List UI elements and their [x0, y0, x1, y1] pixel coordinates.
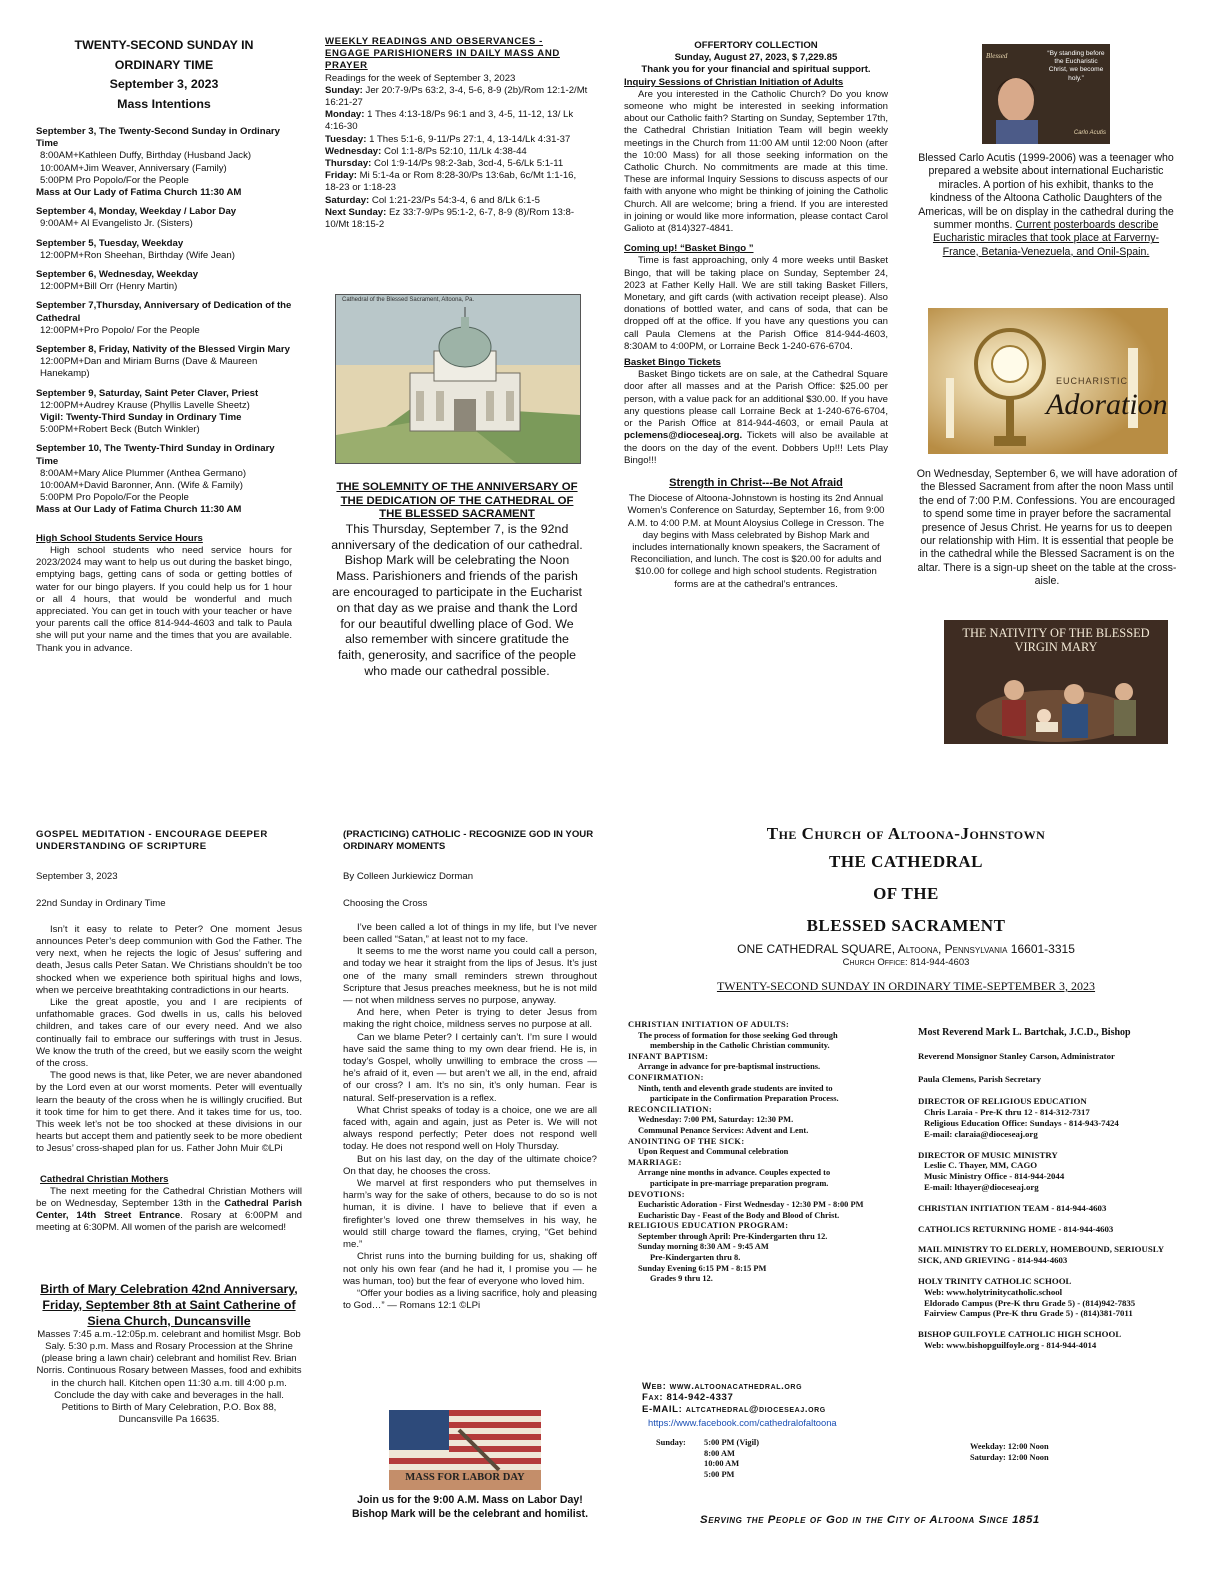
staff-detail: Leslie C. Thayer, MM, CAGO	[924, 1160, 1038, 1171]
sacrament-heading: ANOINTING OF THE SICK:	[628, 1136, 745, 1146]
footer-tagline: Serving the People of God in the City of Altoona Since 1851	[700, 1514, 1040, 1526]
sacrament-detail: Arrange nine months in advance. Couples expected to	[638, 1168, 831, 1178]
birth-heading: Birth of Mary Celebration 42nd Anniversary, Friday, September 8th at Saint Catherine of Siena Church, Duncansville	[40, 1281, 298, 1328]
contact-fax: Fax: 814-942-4337	[642, 1392, 734, 1404]
readings-section	[325, 36, 589, 231]
sacrament-detail: September through April: Pre-Kindergarten thru 12.	[638, 1231, 828, 1241]
staff-entry	[918, 1224, 1182, 1235]
staff-detail: Web: www.holytrinitycatholic.school	[924, 1286, 1063, 1297]
gospel-date: September 3, 2023	[36, 871, 118, 883]
postcard-caption: Cathedral of the Blessed Sacrament, Altoona, Pa.	[342, 297, 475, 303]
sacrament-heading: DEVOTIONS:	[628, 1189, 685, 1199]
solemnity-body: This Thursday, September 7, is the 92nd anniversary of the dedication of our cathedral. Bishop Mark will be celebrating the Noon Mass. Parishioners and friends of the parish are encouraged to participate in the Eucharist on that day as we praise and thank the Lord for our beautiful dwelling place of God. We also remember with sincere gratitude the faith, generosity, and sacrifice of the people who made our cathedral possible.	[331, 521, 583, 678]
sacrament-detail: Sunday morning 8:30 AM - 9:45 AM	[638, 1242, 769, 1252]
sacrament-detail: Wednesday: 7:00 PM, Saturday: 12:30 PM.	[638, 1115, 794, 1125]
sacrament-detail: participate in pre-marriage preparation program.	[650, 1178, 829, 1188]
masthead-line1: The Church of Altoona-Johnstown	[766, 824, 1046, 843]
mass-title	[36, 36, 292, 114]
strength-section	[624, 477, 888, 591]
bingo-heading: Coming up! “Basket Bingo ”	[624, 243, 754, 255]
mass-day	[36, 344, 292, 381]
bingo-body: Time is fast approaching, only 4 more weeks until Basket Bingo, that will be taking place on Sunday, September 24, 2023 at Father Kelly Hall. We are still taking Basket Fillers, Monetary, and gift cards (with activation receipt please). Also donations of bottled water, and cans of soda, that can be dropped off at the office. If you have any questions you can call Paula Clemens at the Parish Office 814-944-4603, 8:30AM to 4:00PM, or Lorraine Beck 1-240-676-6704.	[624, 255, 888, 352]
reading-text: Mi 5:1-4a or Rom 8:28-30/Ps 13:6ab, 6c/Mt 1:1-16, 18-23 or 1:18-23	[325, 170, 577, 194]
hs-service-heading: High School Students Service Hours	[36, 532, 203, 544]
readings-list	[325, 85, 589, 231]
sunday-label: Sunday:	[656, 1438, 686, 1447]
offertory-collection	[624, 40, 888, 77]
mass-day-heading: September 10, The Twenty-Third Sunday in Ordinary Time	[36, 443, 275, 467]
sacrament-detail: Arrange in advance for pre-baptismal instructions.	[638, 1062, 821, 1072]
sacrament-detail: Upon Request and Communal celebration	[638, 1147, 789, 1157]
staff-heading: HOLY TRINITY CATHOLIC SCHOOL	[918, 1275, 1072, 1286]
monstrance-illustration	[928, 308, 1168, 454]
mass-intention: 12:00PM+Pro Popolo/ For the People	[40, 324, 200, 336]
staff-entry	[918, 1244, 1182, 1266]
mothers-section	[36, 1174, 302, 1235]
acutis-img-sign: Carlo Acutis	[1073, 130, 1106, 136]
contact-email: E-MAIL: altcathedral@dioceseaj.org	[642, 1403, 826, 1415]
practicing-heading: (PRACTICING) CATHOLIC - RECOGNIZE GOD IN YOUR ORDINARY MOMENTS	[343, 829, 594, 853]
sacrament-detail: Pre-Kindergarten thru 8.	[650, 1253, 741, 1263]
tickets-text: Basket Bingo tickets are on sale, at the Cathedral Square door after all masses and at the Parish Office: $25.00 per person, with a value pack for an additional $30.00. If you have any questions please call Lorraine Beck at 1-240-676-6704, or the Parish Office at 814-944-4603, or email Paula at	[624, 369, 888, 430]
practicing-catholic	[343, 829, 597, 1312]
tickets-body	[624, 369, 888, 467]
mothers-text: The next meeting for the Cathedral Christian Mothers will be on Wednesday, September 13th in the	[36, 1185, 302, 1210]
reading-text: Ez 33:7-9/Ps 95:1-2, 6-7, 8-9 (8)/Rom 13:8-10/Mt 18:15-2	[325, 206, 575, 231]
gospel-heading: GOSPEL MEDITATION - ENCOURAGE DEEPER UNDERSTANDING OF SCRIPTURE	[36, 829, 268, 853]
staff-heading: Most Reverend Mark L. Bartchak, J.C.D., Bishop	[918, 1027, 1131, 1038]
staff-entry	[918, 1203, 1182, 1214]
gospel-body	[36, 924, 302, 1156]
masthead-address: ONE CATHEDRAL SQUARE, Altoona, Pennsylvania 16601-3315	[737, 942, 1075, 956]
mass-location-note: Mass at Our Lady of Fatima Church 11:30 AM	[36, 187, 242, 199]
masthead-line2: THE CATHEDRAL	[828, 852, 983, 871]
inquiry-body: Are you interested in the Catholic Church? Do you know someone who might be interested in seeking information about our Catholic faith? Starting on Sunday, September 17th, the Cathedral Christian Initiation Team will begin weekly meetings in the Church from 11:00 AM until 12:00 Noon (after the 10:00 Mass) for all those seeking information on the Catholic Church. No commitments are made at this time. These are informal Inquiry Sessions to discuss aspects of our faith with anyone who might be thinking of joining the Catholic Church. All are welcome; bring a friend. If you are interested in joining or would like more information, please contact Carol Galioto at (814)327-4841.	[624, 88, 888, 235]
contact-web: Web: www.altoonacathedral.org	[642, 1381, 803, 1392]
reading-item	[325, 195, 589, 207]
sacrament-detail: Grades 9 thru 12.	[650, 1274, 713, 1284]
offertory-line: OFFERTORY COLLECTION	[694, 40, 818, 51]
acutis-section	[918, 152, 1174, 259]
practicing-byline: By Colleen Jurkiewicz Dorman	[343, 871, 474, 883]
reading-text: Col 1:21-23/Ps 54:3-4, 6 and 8/Lk 6:1-5	[369, 194, 540, 206]
staff-heading: DIRECTOR OF MUSIC MINISTRY	[918, 1149, 1058, 1160]
staff-heading: CATHOLICS RETURNING HOME - 814-944-4603	[918, 1223, 1114, 1234]
labor-caption: Join us for the 9:00 A.M. Mass on Labor Day! Bishop Mark will be the celebrant and homilist.	[351, 1494, 589, 1520]
practicing-paragraph: We marvel at first responders who put themselves in harm’s way for the sake of others, because to do so is not human, it is divine. I have to believe that if even a firefighter’s loved one threw themselves in his way, he would still charge toward the flames, crying, “Get behind me.”	[343, 1178, 597, 1251]
mass-days-list	[36, 126, 292, 517]
mass-day-heading: September 4, Monday, Weekday / Labor Day	[36, 206, 237, 218]
sunday-mass-time: 5:00 PM	[704, 1469, 735, 1479]
nativity-image	[944, 620, 1168, 744]
practicing-paragraph: And here, when Peter is trying to deter Jesus from making the right choice, mildness serves no purpose at all.	[343, 1007, 597, 1031]
practicing-paragraph: I’ve been called a lot of things in my life, but I’ve never been called “Satan,” at least not to my face.	[343, 921, 597, 946]
mass-intention: 8:00AM+Kathleen Duffy, Birthday (Husband Jack)	[40, 150, 252, 162]
tickets-heading: Basket Bingo Tickets	[624, 357, 721, 369]
reading-text: Jer 20:7-9/Ps 63:2, 3-4, 5-6, 8-9 (2b)/Rom 12:1-2/Mt 16:21-27	[325, 84, 588, 109]
reading-day: Monday:	[325, 109, 365, 121]
staff-entry	[918, 1329, 1182, 1351]
practicing-paragraph: “Offer your bodies as a living sacrifice, holy and pleasing to God…” — Romans 12:1 ©LPi	[343, 1287, 597, 1312]
reading-item	[325, 207, 589, 231]
mass-title-line: ORDINARY TIME	[114, 57, 214, 72]
staff-entry	[918, 1276, 1182, 1319]
birth-body: Masses 7:45 a.m.-12:05p.m. celebrant and homilist Msgr. Bob Saly. 5:30 p.m. Mass and Rosary Procession at the Shrine (please bring a lawn chair) celebrant and homilist Rev. Brian Norris. Continuous Rosary between Masses, food and exhibits in the church hall. Kitchen open 11:30 a.m. till 4:00 p.m. Conclude the day with cake and beverages in the hall. Petitions to Birth of Mary Celebration, P.O. Box 88, Duncansville Pa 16635.	[36, 1328, 302, 1426]
sacrament-detail: Sunday Evening 6:15 PM - 8:15 PM	[638, 1263, 767, 1273]
practicing-sub: Choosing the Cross	[343, 897, 428, 909]
sacrament-heading: MARRIAGE:	[628, 1157, 682, 1167]
mass-intention: 12:00PM+Ron Sheehan, Birthday (Wife Jean)	[40, 249, 235, 261]
staff-detail: Religious Education Office: Sundays - 814-943-7424	[924, 1117, 1119, 1128]
sunday-mass-time: 5:00 PM (Vigil)	[704, 1438, 760, 1447]
reading-day: Wednesday:	[325, 145, 382, 157]
mass-day-heading: September 5, Tuesday, Weekday	[36, 237, 184, 249]
mass-intention: 12:00PM+Dan and Miriam Burns (Dave & Maureen Hanekamp)	[40, 356, 258, 380]
mass-day	[36, 388, 292, 437]
mass-day	[36, 269, 292, 293]
weekday-time: Weekday: 12:00 Noon	[970, 1442, 1049, 1451]
practicing-paragraph: What Christ speaks of today is a choice, one we are all faced with, again and again, just as Peter is. We will not always respond perfectly; Peter does not respond well today. He does not respond well on Holy Thursday.	[343, 1104, 597, 1153]
staff-heading: BISHOP GUILFOYLE CATHOLIC HIGH SCHOOL	[918, 1329, 1122, 1340]
acutis-img-quote: “By standing before the Eucharistic Christ, we become holy.”	[1047, 50, 1105, 82]
staff-entry	[918, 1150, 1182, 1193]
acutis-body: Blessed Carlo Acutis (1999-2006) was a teenager who prepared a website about international Eucharistic miracles. A portion of his exhibit, thanks to the kindness of the Altoona Catholic Daughters of the Americas, will be on display in the cathedral during the summer months.	[918, 152, 1174, 232]
mass-intention: 12:00PM+Bill Orr (Henry Martin)	[40, 281, 178, 293]
mass-title-line: September 3, 2023	[109, 77, 219, 91]
gospel-paragraph: The good news is that, like Peter, we are never abandoned by the Lord even at our worst moments. Peter will eventually learn the beauty of the cross when he is willingly crucified. But it took time for him to get there. And it takes time for us, too. This week let’s not be too shocked at these divisions in our hearts but accept them and patiently seek to be more obedient to Jesus’ cross-shaped plan for us. Father John Muir ©LPi	[36, 1070, 302, 1155]
sacrament-detail: Eucharistic Adoration - First Wednesday - 12:30 PM - 8:00 PM	[638, 1200, 864, 1210]
reading-text: 1 Thes 5:1-6, 9-11/Ps 27:1, 4, 13-14/Lk 4:31-37	[366, 133, 571, 145]
mass-intentions	[36, 36, 292, 655]
adoration-body: On Wednesday, September 6, we will have adoration of the Blessed Sacrament from after the noon Mass until the end of 7:00 P.M. Confessions. You are encouraged to spend some time in prayer before the sacramental presence of Jesus Christ. He yearns for us to deepen our relationship with Him. It is essential that people be in the cathedral while the Blessed Sacrament is on the altar. There is a sign-up sheet on the table at the cross-aisle.	[916, 468, 1178, 588]
mass-day	[36, 443, 292, 516]
sacrament-detail: participate in the Confirmation Preparation Process.	[650, 1094, 839, 1104]
tickets-email: pclemens@dioceseaj.org.	[624, 430, 743, 442]
mass-title-line: Mass Intentions	[117, 96, 211, 111]
mass-intention: Vigil: Twenty-Third Sunday in Ordinary Time	[40, 412, 242, 424]
staff-list	[918, 1028, 1182, 1361]
reading-text: 1 Thes 4:13-18/Ps 96:1 and 3, 4-5, 11-12, 13/ Lk 4:16-30	[325, 109, 574, 133]
reading-day: Sunday:	[325, 84, 363, 96]
reading-day: Thursday:	[325, 158, 372, 170]
staff-entry	[918, 1096, 1182, 1139]
mass-intention: 10:00AM+Jim Weaver, Anniversary (Family)	[40, 162, 227, 174]
readings-intro: Readings for the week of September 3, 2023	[325, 72, 516, 84]
reading-item	[325, 146, 589, 158]
inquiry-heading: Inquiry Sessions of Christian Initiation of Adults	[624, 76, 844, 88]
staff-heading: Paula Clemens, Parish Secretary	[918, 1073, 1041, 1084]
offertory-line: Sunday, August 27, 2023, $ 7,229.85	[674, 52, 838, 64]
mass-day-heading: September 3, The Twenty-Second Sunday in Ordinary Time	[36, 126, 280, 150]
facebook-link[interactable]: https://www.facebook.com/cathedralofaltoona	[648, 1417, 837, 1429]
solemnity-section	[330, 481, 584, 680]
strength-heading: Strength in Christ---Be Not Afraid	[669, 476, 843, 489]
sacrament-heading: RECONCILIATION:	[628, 1104, 713, 1114]
staff-entry	[918, 1051, 1182, 1062]
staff-detail: E-mail: claraia@dioceseaj.org	[924, 1128, 1038, 1139]
reading-item	[325, 158, 589, 170]
mass-location-note: Mass at Our Lady of Fatima Church 11:30 AM	[36, 504, 242, 516]
mass-day-heading: September 7,Thursday, Anniversary of Dedication of the Cathedral	[36, 300, 292, 324]
solemnity-heading: THE SOLEMNITY OF THE ANNIVERSARY OF THE DEDICATION OF THE CATHEDRAL OF THE BLESSED SACRAMENT	[336, 481, 578, 521]
sacrament-detail: Communal Penance Services: Advent and Lent.	[638, 1125, 809, 1135]
sacrament-detail: Ninth, tenth and eleventh grade students are invited to	[638, 1083, 833, 1093]
birth-section	[36, 1281, 302, 1427]
mass-intention: 8:00AM+Mary Alice Plummer (Anthea Germano)	[40, 467, 247, 479]
practicing-paragraph: It seems to me the worst name you could call a person, and today we hear it straight from the lips of Jesus. It’s just one of the many small reminders strewn throughout Scripture that Jesus preaches meekness, but he is not mild — not when mildness serves no purpose, anyway.	[343, 946, 597, 1007]
gospel-paragraph: Like the great apostle, you and I are recipients of unfathomable graces. God dwells in us, calls his beloved children, and takes care of our every need. And we also continually fail to embrace our sufferings with trust in Jesus. We know the truth of the creed, but we easily scorn the weight of the cross.	[36, 997, 302, 1070]
acutis-img-label: Blessed	[986, 52, 1008, 60]
masthead-line3: OF THE	[873, 884, 939, 903]
adoration-img-small: EUCHARISTIC	[1056, 376, 1129, 386]
mass-intention: 9:00AM+ Al Evangelisto Jr. (Sisters)	[40, 218, 193, 230]
sacrament-detail: membership in the Catholic Christian community.	[650, 1041, 830, 1051]
masthead-subtitle: TWENTY-SECOND SUNDAY IN ORDINARY TIME-SEPTEMBER 3, 2023	[716, 979, 1096, 993]
reading-item	[325, 85, 589, 109]
mass-day-heading: September 9, Saturday, Saint Peter Claver, Priest	[36, 387, 259, 399]
reading-day: Tuesday:	[325, 133, 367, 145]
sacrament-heading: RELIGIOUS EDUCATION PROGRAM:	[628, 1221, 789, 1231]
labor-day-image	[389, 1410, 541, 1490]
saturday-time: Saturday: 12:00 Noon	[970, 1452, 1049, 1462]
gospel-paragraph: Isn’t it easy to relate to Peter? One moment Jesus announces Peter’s deep communion with God the Father. The very next, when he rejects the logic of Jesus’ suffering and death, Jesus calls Peter Satan. We Christians shouldn’t be too shocked when we experience both spiritual highs and lows, when we perceive breathtaking contradictions in our hearts.	[36, 923, 302, 996]
practicing-body	[343, 922, 597, 1313]
sacrament-detail: Eucharistic Day - Feast of the Body and Blood of Christ.	[638, 1210, 840, 1220]
hs-service-section	[36, 533, 292, 655]
mass-day-heading: September 8, Friday, Nativity of the Blessed Virgin Mary	[36, 344, 290, 356]
reading-day: Saturday:	[325, 194, 370, 206]
masthead-line4: BLESSED SACRAMENT	[806, 916, 1006, 935]
practicing-paragraph: But on his last day, on the day of the ultimate choice? On that day, he chooses the cross.	[343, 1153, 597, 1177]
mass-intention: 5:00PM Pro Popolo/For the People	[40, 492, 189, 504]
sacraments-list	[628, 1020, 914, 1285]
staff-detail: Web: www.bishopguilfoyle.org - 814-944-4014	[924, 1339, 1097, 1350]
carlo-acutis-image	[982, 44, 1110, 144]
sunday-mass-time: 10:00 AM	[704, 1459, 740, 1469]
adoration-image	[928, 308, 1168, 454]
offertory-line: Thank you for your financial and spiritual support.	[641, 64, 871, 76]
staff-heading: DIRECTOR OF RELIGIOUS EDUCATION	[918, 1096, 1087, 1107]
staff-entry	[918, 1074, 1182, 1085]
staff-detail: Fairview Campus (Pre-K thru Grade 5) - (814)381-7011	[924, 1308, 1133, 1319]
strength-body: The Diocese of Altoona-Johnstown is hosting its 2nd Annual Women’s Conference on Saturday, September 16, from 9:00 A.M. to 4:00 P.M. at Mount Aloysius College in Cresson. The day begins with Mass celebrated by Bishop Mark and includes internationally known speakers, the Sacrament of Reconciliation, and lunch. The cost is $20.00 for adults and $10.00 for college and high school students. Registration forms are at the cathedral’s entrances.	[627, 493, 885, 590]
gospel-sub: 22nd Sunday in Ordinary Time	[36, 897, 166, 909]
sacrament-heading: CHRISTIAN INITIATION OF ADULTS:	[628, 1020, 790, 1029]
sunday-times	[704, 1438, 759, 1480]
nativity-title-line: THE NATIVITY OF THE BLESSED	[962, 626, 1150, 640]
cathedral-illustration	[336, 295, 580, 463]
mass-day	[36, 300, 292, 337]
practicing-paragraph: Can we blame Peter? I certainly can’t. I’m sure I would have said the same thing to my own dear friend. He is, in today’s Gospel, wholly unwilling to embrace the cross — he’s afraid of it, even — but aren’t we all, in the end, afraid of our cross? I am. It’s no sin, it’s only human. Fear is natural. Self-preservation is a reflex.	[343, 1031, 597, 1104]
adoration-img-big: Adoration	[1046, 388, 1168, 421]
reading-item	[325, 170, 589, 194]
reading-text: Col 1:9-14/Ps 98:2-3ab, 3cd-4, 5-6/Lk 5:1-11	[371, 158, 564, 170]
staff-heading: MAIL MINISTRY TO ELDERLY, HOMEBOUND, SERIOUSLY SICK, AND GRIEVING - 814-944-4603	[918, 1244, 1164, 1266]
practicing-paragraph: Christ runs into the burning building for us, shaking off not only his own fear (and he had it, I promise you — he was human, too) but the fear of everyone who loved him.	[343, 1251, 597, 1287]
mass-title-line: TWENTY-SECOND SUNDAY IN	[74, 38, 254, 52]
weekday-schedule	[970, 1442, 1170, 1463]
staff-detail: Chris Laraia - Pre-K thru 12 - 814-312-7317	[924, 1107, 1090, 1118]
staff-heading: Reverend Monsignor Stanley Carson, Administrator	[918, 1050, 1115, 1061]
adoration-section	[916, 468, 1178, 589]
reading-item	[325, 134, 589, 146]
mass-day-heading: September 6, Wednesday, Weekday	[36, 269, 199, 281]
contact-block	[642, 1381, 922, 1429]
mass-day	[36, 238, 292, 262]
staff-detail: Music Ministry Office - 814-944-2044	[924, 1171, 1065, 1182]
reading-day: Friday:	[325, 170, 357, 182]
gospel-meditation	[36, 829, 302, 1426]
mass-intention: 10:00AM+David Baronner, Ann. (Wife & Family)	[40, 480, 243, 492]
mass-intention: 12:00PM+Audrey Krause (Phyllis Lavelle Sheetz)	[40, 399, 250, 411]
sunday-mass-time: 8:00 AM	[704, 1448, 735, 1458]
reading-day: Next Sunday:	[325, 206, 387, 218]
nativity-img-title	[944, 626, 1168, 655]
sacrament-heading: INFANT BAPTISM:	[628, 1051, 709, 1061]
mothers-heading: Cathedral Christian Mothers	[40, 1173, 169, 1185]
staff-detail: E-mail: lthayer@dioceseaj.org	[924, 1181, 1039, 1192]
mothers-text-end: . Rosary at 6:00PM and meeting at 6:30PM. All women of the parish are welcomed!	[36, 1210, 302, 1234]
masthead-office: Church Office: 814-944-4603	[842, 957, 970, 968]
mothers-body	[36, 1186, 302, 1235]
mass-day	[36, 206, 292, 230]
sacrament-detail: The process of formation for those seeking God through	[638, 1030, 838, 1040]
masthead	[630, 822, 1182, 994]
hs-service-body: High school students who need service hours for 2023/2024 may want to help us out during the basket bingo, emptying bags, getting cans of soda or getting bottles of water for our bingo players. If you could help us for 1 hour or all 4 hours, that would be wonderful and much appreciated. You can get in touch with your teacher or have your parents call the office 814-944-4603 and talk to Paula she will put your name and the times that you are available. Thank you in advance.	[36, 544, 292, 654]
mass-day	[36, 126, 292, 199]
mothers-location: Cathedral Parish Center, 14th Street Entrance	[36, 1198, 302, 1222]
nativity-title-line: VIRGIN MARY	[1014, 640, 1098, 655]
staff-entry	[918, 1028, 1182, 1039]
tickets-text-end: Tickets will also be available at the doors on the day of the event. Dobbers Up!!! Lets Play Bingo!!!	[624, 430, 888, 466]
labor-img-text: MASS FOR LABOR DAY	[405, 1472, 525, 1483]
mass-intention: 5:00PM Pro Popolo/For the People	[40, 174, 189, 186]
readings-heading: WEEKLY READINGS AND OBSERVANCES - ENGAGE PARISHIONERS IN DAILY MASS AND PRAYER	[325, 36, 560, 72]
reading-text: Col 1:1-8/Ps 52:10, 11/Lk 4:38-44	[381, 145, 527, 157]
reading-item	[325, 109, 589, 133]
offertory-inquiry-bingo	[624, 40, 888, 591]
mass-intention: 5:00PM+Robert Beck (Butch Winkler)	[40, 424, 200, 436]
cathedral-postcard-image	[335, 294, 581, 464]
sacrament-heading: CONFIRMATION:	[628, 1072, 704, 1082]
staff-detail: Eldorado Campus (Pre-K thru Grade 5) - (814)942-7835	[924, 1297, 1136, 1308]
acutis-body-underlined: Current posterboards describe Eucharistic miracles that took place at Farverny-France, Betania-Venezuela, and Onil-Spain.	[932, 219, 1160, 258]
staff-heading: CHRISTIAN INITIATION TEAM - 814-944-4603	[918, 1202, 1107, 1213]
